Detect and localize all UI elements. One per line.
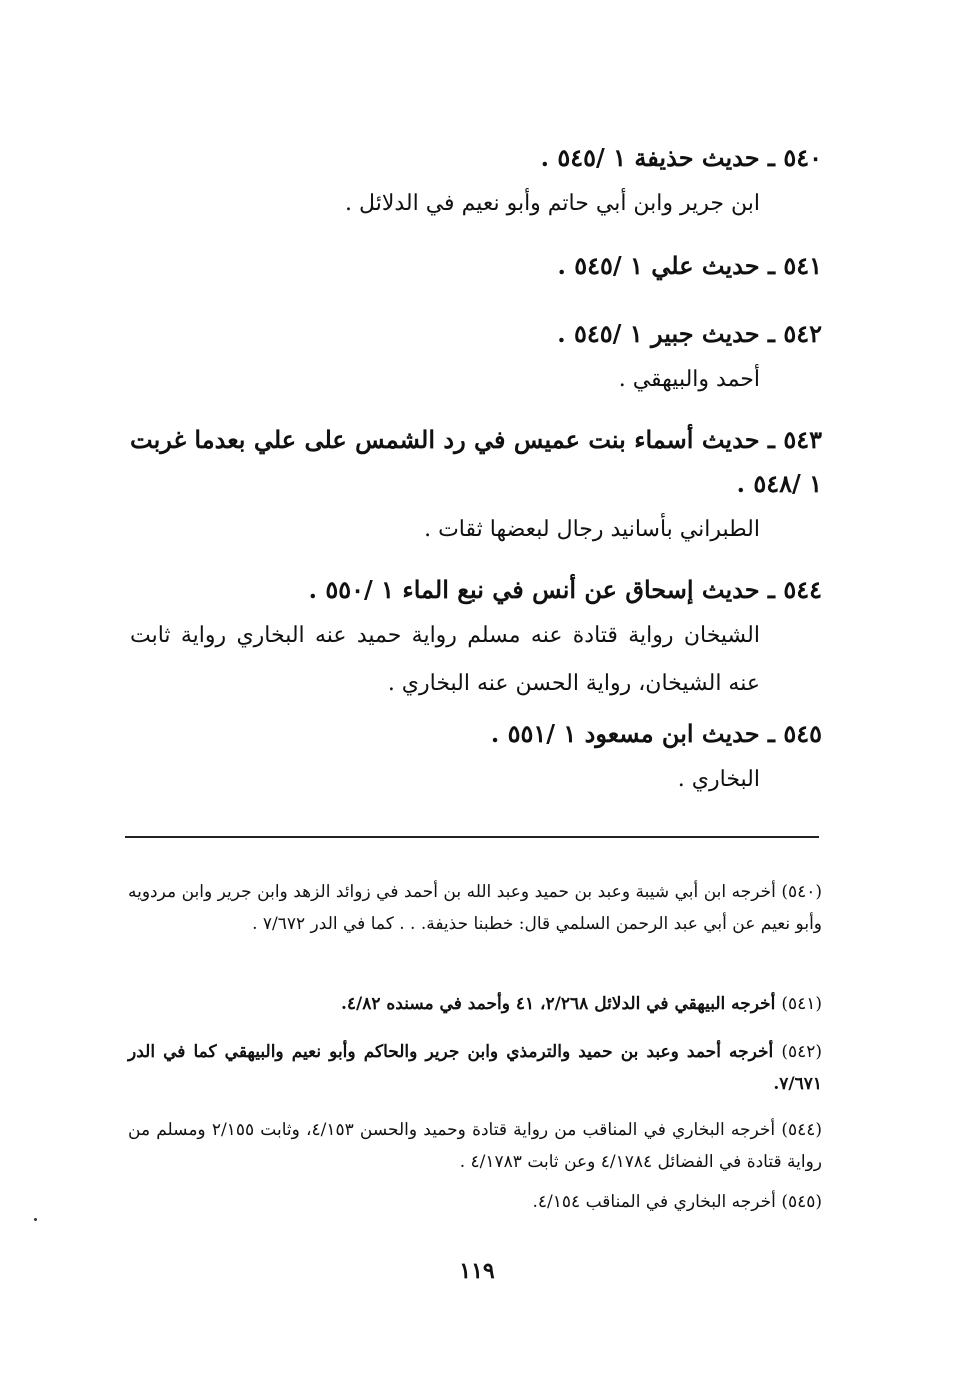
entry-541 (130, 244, 822, 288)
page-number: ١١٩ (459, 1258, 495, 1284)
footnote-542 (128, 1036, 822, 1100)
entry-heading: ٥٤٢ ـ حديث جبير ١ /٥٤٥ . (557, 319, 822, 348)
entry-545 (130, 712, 822, 804)
entry-body: أحمد والبيهقي . (618, 367, 760, 392)
footnote-541 (128, 988, 822, 1020)
entry-540 (130, 136, 822, 228)
footnote-number: (٥٤٥) (781, 1192, 822, 1212)
footnote-545 (128, 1186, 822, 1218)
footnote-540 (128, 876, 822, 940)
footnote-text: أخرجه أحمد وعبد بن حميد والترمذي وابن جرير والحاكم وأبو نعيم والبيهقي كما في الدر ٧/٦٧١. (128, 1042, 822, 1094)
entry-heading: ٥٤١ ـ حديث علي ١ /٥٤٥ . (557, 251, 822, 280)
footnote-divider (125, 836, 819, 838)
footnote-544 (128, 1114, 822, 1178)
entry-heading: ٥٤٤ ـ حديث إسحاق عن أنس في نبع الماء ١ /٥٥٠ . (308, 575, 822, 604)
entry-body: الشيخان رواية قتادة عنه مسلم رواية حميد عنه البخاري رواية ثابت عنه الشيخان، رواية الحسن عنه البخاري . (130, 623, 760, 696)
entry-544 (130, 568, 822, 708)
footnote-text: أخرجه البخاري في المناقب من رواية قتادة وحميد والحسن ٤/١٥٣، وثابت ٢/١٥٥ ومسلم من رواية قتادة في الفضائل ٤/١٧٨٤ وعن ثابت ٤/١٧٨٣ . (128, 1120, 822, 1172)
entry-body: الطبراني بأسانيد رجال لبعضها ثقات . (424, 517, 760, 542)
footnote-number: (٥٤١) (781, 994, 822, 1014)
ink-speck (34, 1218, 37, 1221)
entry-heading: ٥٤٥ ـ حديث ابن مسعود ١ /٥٥١ . (490, 719, 822, 748)
footnote-number: (٥٤٠) (781, 882, 822, 902)
entry-542 (130, 312, 822, 404)
footnote-text: أخرجه ابن أبي شيبة وعبد بن حميد وعبد الله بن أحمد في زوائد الزهد وابن جرير وابن مردويه وأبو نعيم عن أبي عبد الرحمن السلمي قال: خطبنا حذيفة. . . كما في الدر ٧/٦٧٢ . (128, 882, 822, 934)
footnote-number: (٥٤٤) (781, 1120, 823, 1140)
entry-heading: ٥٤٠ ـ حديث حذيفة ١ /٥٤٥ . (540, 143, 822, 172)
footnote-text: أخرجه البيهقي في الدلائل ٢/٢٦٨، ٤١ وأحمد في مسنده ٤/٨٢. (340, 994, 776, 1014)
entry-543 (130, 418, 822, 554)
entry-body: ابن جرير وابن أبي حاتم وأبو نعيم في الدلائل . (345, 191, 760, 216)
entry-heading: ٥٤٣ ـ حديث أسماء بنت عميس في رد الشمس على علي بعدما غربت ١ /٥٤٨ . (130, 425, 822, 498)
footnote-number: (٥٤٢) (781, 1042, 822, 1062)
footnote-text: أخرجه البخاري في المناقب ٤/١٥٤. (532, 1192, 776, 1212)
entry-body: البخاري . (677, 767, 760, 792)
